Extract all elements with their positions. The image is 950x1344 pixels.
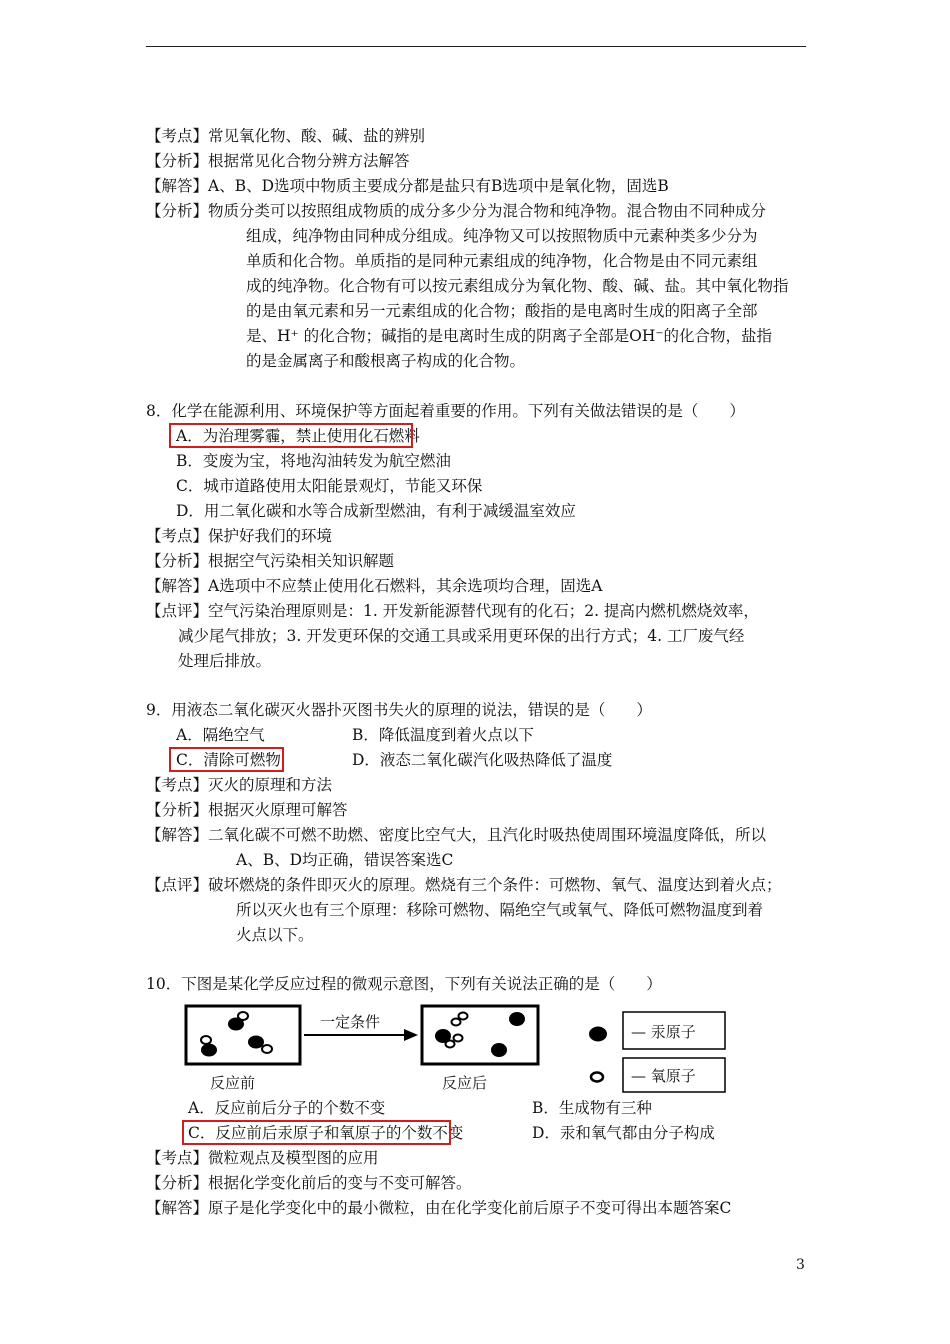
q8-option-c: C．城市道路使用太阳能景观灯，节能又环保 — [176, 477, 483, 495]
before-label: 反应前 — [210, 1074, 256, 1092]
q7-fenxi2-line: 成的纯净物。化合物有可以按元素组成分为氧化物、酸、碱、盐。其中氧化物指 — [246, 277, 789, 295]
page-number: 3 — [796, 1257, 805, 1273]
q10-option-d: D．汞和氧气都由分子构成 — [532, 1124, 715, 1142]
q9-option-d: D．液态二氧化碳汽化吸热降低了温度 — [352, 751, 613, 769]
q9-option-b: B．降低温度到着火点以下 — [352, 726, 534, 744]
q8-option-b: B．变废为宝，将地沟油转发为航空燃油 — [176, 452, 451, 470]
reaction-diagram — [180, 1000, 740, 1100]
q9-fenxi: 【分析】根据灭火原理可解答 — [146, 801, 348, 819]
after-label: 反应后 — [442, 1074, 488, 1092]
q8-fenxi: 【分析】根据空气污染相关知识解题 — [146, 552, 395, 570]
q9-option-c: C．清除可燃物 — [176, 751, 281, 769]
q10-fenxi: 【分析】根据化学变化前后的变与不变可解答。 — [146, 1174, 472, 1192]
mercury-atom — [509, 1012, 525, 1026]
q8-jieda: 【解答】A选项中不应禁止使用化石燃料，其余选项均合理，固选A — [146, 577, 603, 595]
answer-highlight-box — [182, 1120, 451, 1145]
reaction-arrow-head — [404, 1029, 418, 1041]
answer-highlight-box — [169, 423, 413, 448]
legend-oxygen-icon — [591, 1073, 603, 1082]
q10-option-c: C．反应前后汞原子和氧原子的个数不变 — [188, 1124, 464, 1142]
q9-stem: 9．用液态二氧化碳灭火器扑灭图书失火的原理的说法，错误的是（ ） — [146, 701, 652, 719]
reaction-condition: 一定条件 — [320, 1013, 381, 1031]
q10-option-b: B．生成物有三种 — [532, 1099, 652, 1117]
q7-kaodian: 【考点】常见氧化物、酸、碱、盐的辨别 — [146, 127, 426, 145]
q9-dianping-line: 【点评】破坏燃烧的条件即灭火的原理。燃烧有三个条件：可燃物、氧气、温度达到着火点； — [146, 876, 782, 894]
q10-option-a: A．反应前后分子的个数不变 — [188, 1099, 386, 1117]
q8-option-d: D．用二氧化碳和水等合成新型燃油，有利于减缓温室效应 — [176, 502, 576, 520]
mercury-atom — [435, 1029, 451, 1043]
q9-dianping-line: 所以灭火也有三个原理：移除可燃物、隔绝空气或氧气、降低可燃物温度到着 — [236, 901, 764, 919]
header-rule — [146, 46, 806, 47]
q7-fenxi2-line: 【分析】物质分类可以按照组成物质的成分多少分为混合物和纯净物。混合物由不同种成分 — [146, 202, 767, 220]
q7-fenxi2-line: 是、H⁺ 的化合物；碱指的是电离时生成的阴离子全部是OH⁻的化合物，盐指 — [246, 327, 773, 345]
q10-stem: 10．下图是某化学反应过程的微观示意图，下列有关说法正确的是（ ） — [146, 975, 662, 993]
q7-fenxi2-line: 组成，纯净物由同种成分组成。纯净物又可以按照物质中元素种类多少分为 — [246, 227, 758, 245]
q9-dianping-line: 火点以下。 — [236, 926, 314, 944]
q9-jieda-line: A、B、D均正确，错误答案选C — [236, 851, 454, 869]
q8-dianping-line: 处理后排放。 — [178, 652, 272, 670]
q8-kaodian: 【考点】保护好我们的环境 — [146, 527, 333, 545]
q7-fenxi2-line: 的是由氧元素和另一元素组成的化合物；酸指的是电离时生成的阳离子全部 — [246, 302, 758, 320]
q7-jieda: 【解答】A、B、D选项中物质主要成分都是盐只有B选项中是氧化物，固选B — [146, 177, 669, 195]
q7-fenxi2-line: 单质和化合物。单质指的是同种元素组成的纯净物，化合物是由不同元素组 — [246, 252, 758, 270]
legend-mercury-icon — [589, 1027, 607, 1042]
q9-option-a: A．隔绝空气 — [176, 726, 265, 744]
legend-mercury-label: — 汞原子 — [631, 1023, 696, 1041]
legend-oxygen-label: — 氧原子 — [631, 1067, 696, 1085]
q8-dianping-line: 【点评】空气污染治理原则是：1. 开发新能源替代现有的化石；2. 提高内燃机燃烧效率， — [146, 602, 759, 620]
q7-fenxi: 【分析】根据常见化合物分辨方法解答 — [146, 152, 410, 170]
mercury-atom — [491, 1043, 507, 1057]
q9-kaodian: 【考点】灭火的原理和方法 — [146, 776, 333, 794]
q8-option-a: A．为治理雾霾，禁止使用化石燃料 — [176, 427, 420, 445]
q10-jieda: 【解答】原子是化学变化中的最小微粒，由在化学变化前后原子不变可得出本题答案C — [146, 1199, 732, 1217]
q9-jieda-line: 【解答】二氧化碳不可燃不助燃、密度比空气大，且汽化时吸热使周围环境温度降低，所以 — [146, 826, 767, 844]
q7-fenxi2-line: 的是金属离子和酸根离子构成的化合物。 — [246, 352, 526, 370]
q8-stem: 8．化学在能源利用、环境保护等方面起着重要的作用。下列有关做法错误的是（ ） — [146, 402, 745, 420]
q8-dianping-line: 减少尾气排放；3. 开发更环保的交通工具或采用更环保的出行方式；4. 工厂废气经 — [178, 627, 745, 645]
q10-kaodian: 【考点】微粒观点及模型图的应用 — [146, 1149, 379, 1167]
answer-highlight-box — [169, 747, 284, 772]
